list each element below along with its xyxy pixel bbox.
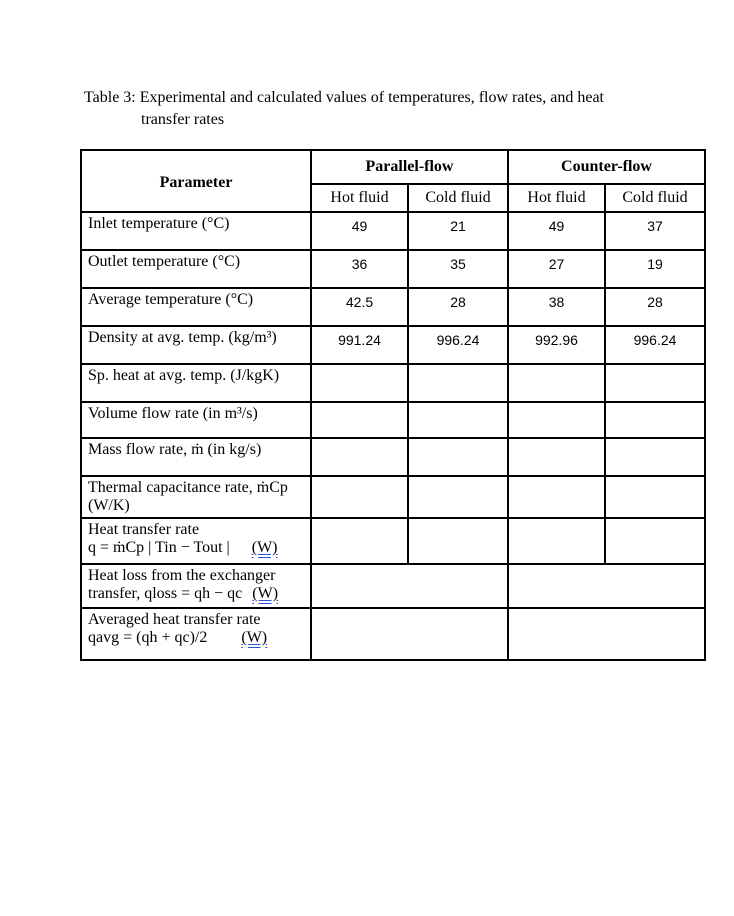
table-row [81,476,705,518]
heat-loss-formula [88,585,306,603]
table-cell [605,518,705,564]
table-cell [605,438,705,476]
table-row [81,250,705,288]
row-label: Sp. heat at avg. temp. (J/kgK) [81,364,311,402]
table-cell: 28 [605,288,705,326]
table-cell [408,518,508,564]
table-cell: 37 [605,212,705,250]
table-cell [605,364,705,402]
row-label [81,518,311,564]
table-cell [605,476,705,518]
table-cell [508,608,705,660]
row-label [81,608,311,660]
table-cell [311,364,408,402]
table-cell: 992.96 [508,326,605,364]
table-cell: 996.24 [605,326,705,364]
table-cell [408,402,508,438]
unit-label: (W) [251,539,278,556]
table-row [81,212,705,250]
unit-label: (W) [241,629,268,646]
table-cell [408,438,508,476]
table-row [81,518,705,564]
table-cell: 42.5 [311,288,408,326]
table-cell [311,438,408,476]
table-row [81,608,705,660]
table-cell: 49 [508,212,605,250]
row-label: Inlet temperature (°C) [81,212,311,250]
subheader-hot-parallel: Hot fluid [311,184,408,212]
caption-line-2: transfer rates [141,111,225,128]
table-row [81,288,705,326]
table-cell: 35 [408,250,508,288]
table-row [81,438,705,476]
row-label: Thermal capacitance rate, ṁCp (W/K) [81,476,311,518]
formula-text: qavg = (qh + qc)/2 [88,629,208,646]
row-label: Mass flow rate, ṁ (in kg/s) [81,438,311,476]
row-label: Average temperature (°C) [81,288,311,326]
row-label [81,564,311,608]
table-cell [508,438,605,476]
table-cell [605,402,705,438]
table-cell [508,402,605,438]
row-label: Volume flow rate (in m³/s) [81,402,311,438]
table-cell: 19 [605,250,705,288]
subheader-cold-parallel: Cold fluid [408,184,508,212]
unit-label: (W) [252,585,279,602]
table-cell [408,476,508,518]
table-cell [311,518,408,564]
subheader-hot-counter: Hot fluid [508,184,605,212]
table-row [81,564,705,608]
table-row [81,364,705,402]
table-cell [311,402,408,438]
heat-transfer-formula [88,539,306,557]
table-cell: 49 [311,212,408,250]
subheader-cold-counter: Cold fluid [605,184,705,212]
table-cell: 27 [508,250,605,288]
counter-flow-header: Counter-flow [508,150,705,184]
row-label-line: Averaged heat transfer rate [88,611,261,628]
parameter-header: Parameter [81,150,311,212]
table-cell [311,608,508,660]
table-cell: 38 [508,288,605,326]
table-cell: 28 [408,288,508,326]
table-row [81,402,705,438]
table-cell [508,564,705,608]
formula-text: transfer, qloss = qh − qc [88,585,243,602]
row-label: Density at avg. temp. (kg/m³) [81,326,311,364]
results-table [80,149,706,661]
table-cell: 21 [408,212,508,250]
caption-line-1: Table 3: Experimental and calculated values of temperatures, flow rates, and heat [84,89,604,106]
table-cell: 36 [311,250,408,288]
parallel-flow-header: Parallel-flow [311,150,508,184]
row-label-line: Heat transfer rate [88,521,200,538]
row-label-line: Heat loss from the exchanger [88,567,276,584]
table-caption [84,87,684,131]
table-cell [311,476,408,518]
table-cell: 991.24 [311,326,408,364]
formula-text: q = ṁCp | Tin − Tout | [88,539,230,556]
row-label: Outlet temperature (°C) [81,250,311,288]
table-row [81,326,705,364]
avg-heat-formula [88,629,306,647]
table-cell [508,364,605,402]
table-cell [311,564,508,608]
table-cell [508,476,605,518]
table-cell [508,518,605,564]
table-cell [408,364,508,402]
table-cell: 996.24 [408,326,508,364]
